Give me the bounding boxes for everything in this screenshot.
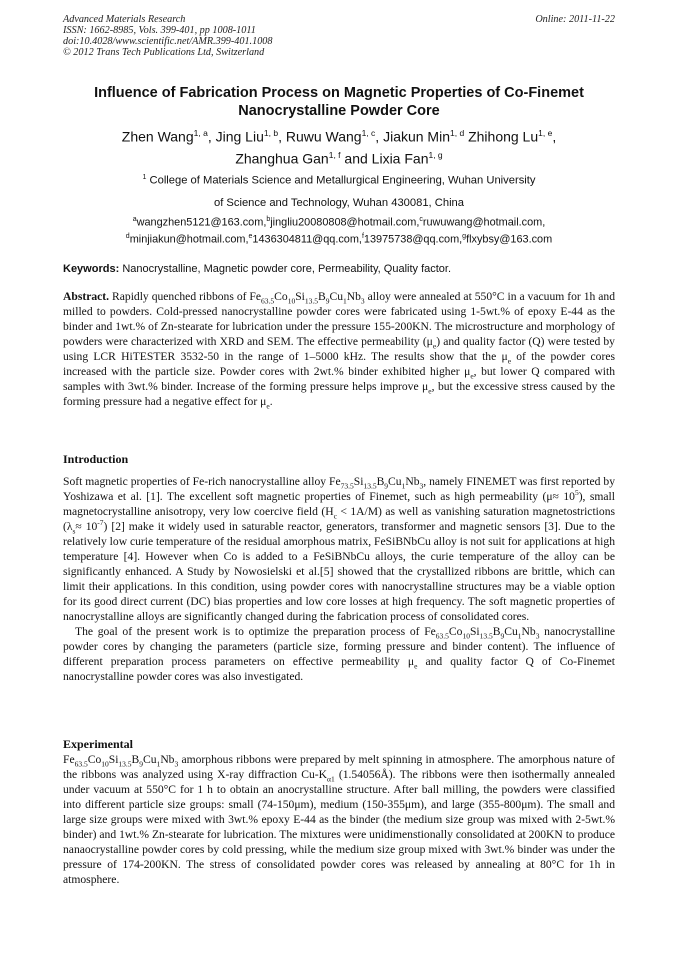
intro-text: Nb xyxy=(405,475,420,488)
subscript: 63.5 xyxy=(435,631,449,641)
subscript: 13.5 xyxy=(118,759,132,769)
author-name: Zhen Wang xyxy=(121,128,194,145)
exp-text: B xyxy=(131,753,140,766)
subscript: c xyxy=(333,511,337,521)
intro-text: ≈ 10 xyxy=(75,520,98,533)
abstract-text: Cu xyxy=(329,290,343,303)
journal-header xyxy=(63,14,615,58)
affiliation-line-1: College of Materials Science and Metallurgical Engineering, Wuhan University xyxy=(149,174,536,187)
email-sup: g xyxy=(462,232,467,240)
email-address[interactable]: wangzhen5121@163.com, xyxy=(136,216,267,229)
subscript: 13.5 xyxy=(479,631,493,641)
abstract-text: , but lower Q compared with samples with 3wt.% binder. Increase of the forming pressure helps improve μ xyxy=(63,365,615,393)
email-list xyxy=(40,213,638,246)
paper-title xyxy=(40,84,638,120)
subscript: 1 xyxy=(401,481,406,491)
author-sup: 1, g xyxy=(428,149,443,160)
abstract-text: Nb xyxy=(346,290,361,303)
affiliation-sup: 1 xyxy=(142,174,147,181)
author-sup: 1, d xyxy=(450,128,465,138)
exp-text: Nb xyxy=(160,753,175,766)
keywords-text: Nanocrystalline, Magnetic powder core, Permeability, Quality factor. xyxy=(122,263,452,275)
author-name: Jing Liu xyxy=(215,128,264,145)
keywords-label: Keywords: xyxy=(63,263,120,275)
abstract-text: . xyxy=(269,395,273,408)
subscript: e xyxy=(470,371,474,381)
intro-text: B xyxy=(376,475,385,488)
intro-text: Co xyxy=(448,625,463,638)
abstract xyxy=(63,289,615,409)
subscript: e xyxy=(428,386,432,396)
email-sup: a xyxy=(132,216,137,223)
abstract-text: B xyxy=(317,290,326,303)
subscript: e xyxy=(266,401,270,411)
intro-text: B xyxy=(492,625,501,638)
subscript: 63.5 xyxy=(261,296,275,306)
superscript: -7 xyxy=(97,518,104,528)
author-sup: 1, c xyxy=(361,128,376,138)
intro-text: nanocrystalline powder cores by changing the parameters (particle size, forming pressure and binder content). The influence of different preparation process parameters on effective permeability μ xyxy=(63,625,615,668)
online-date: Online: 2011-11-22 xyxy=(535,14,615,25)
subscript: e xyxy=(507,356,512,366)
issn-line: ISSN: 1662-8985, Vols. 399-401, pp 1008-1011 xyxy=(63,25,256,36)
affiliation-line-2: of Science and Technology, Wuhan 430081, China xyxy=(213,196,465,209)
author-name: Jiakun Min xyxy=(383,128,450,145)
author-name: Zhanghua Gan xyxy=(235,150,329,167)
abstract-text: , but the excessive stress caused by the forming pressure had a negative effect for μ xyxy=(63,380,615,408)
subscript: 10 xyxy=(462,631,470,641)
email-sup: e xyxy=(248,232,253,240)
abstract-text: alloy were annealed at 550°C in a vacuum for 1h and milled to powders. Cold-pressed nanocrystalline powder cores were fabricated using 1-5wt.% of epoxy E-44 as the binder and 1wt.% of Zn-stearate for lubrication under the pressure 155-200KN. The microstructure and morphology of powders were characterized with XRD and SEM. The effective permeability (μ xyxy=(63,290,615,348)
subscript: 10 xyxy=(101,759,109,769)
author-sup: 1, b xyxy=(263,128,279,138)
subscript: 1 xyxy=(343,296,347,306)
exp-text: Si xyxy=(108,753,119,766)
email-address[interactable]: minjiakun@hotmail.com, xyxy=(129,233,249,246)
subscript: 9 xyxy=(139,759,144,769)
copyright-line: © 2012 Trans Tech Publications Ltd, Switzerland xyxy=(63,47,265,58)
email-address[interactable]: ruwuwang@hotmail.com, xyxy=(422,216,546,229)
experimental-heading: Experimental xyxy=(63,737,133,751)
abstract-text: Rapidly quenched ribbons of Fe xyxy=(112,290,262,303)
journal-name: Advanced Materials Research xyxy=(63,14,186,25)
subscript: e xyxy=(414,661,418,671)
author-list: Zhen Wang$^{1, a}$, Jing Liu$^{1, b}$, Ruwu Wang$^{1, c}$, Jiakun Min$^{1, d}$ Zhihong Lu$^{1, e}$, Zhanghua Gan$^{1, f}$ and Lixia Fan$^{1, g}$ xyxy=(121,128,557,167)
intro-paragraph-2 xyxy=(63,624,615,684)
email-address[interactable]: 13975738@qq.com, xyxy=(363,233,463,246)
email-sup: b xyxy=(266,216,271,223)
email-sup: f xyxy=(361,232,364,240)
title-line-2: Nanocrystalline Powder Core xyxy=(238,103,440,119)
subscript: 63.5 xyxy=(74,759,88,769)
intro-text: Nb xyxy=(521,625,536,638)
intro-text: Si xyxy=(469,625,480,638)
subscript: 3 xyxy=(419,481,424,491)
intro-text: , namely FINEMET was first reported by Yoshizawa et al. [1]. The excellent soft magnetic properties of Finemet, such as high permeability (μ≈ 10 xyxy=(63,475,615,503)
subscript: 9 xyxy=(325,296,330,306)
intro-text: The goal of the present work is to optimize the preparation process of Fe xyxy=(75,625,436,638)
subscript: 9 xyxy=(500,631,505,641)
subscript: s xyxy=(72,526,76,536)
author-sup: 1, a xyxy=(193,128,208,138)
intro-text: Si xyxy=(353,475,364,488)
subscript: 13.5 xyxy=(363,481,377,491)
exp-text: amorphous ribbons were prepared by melt spinning in atmosphere. The amorphous nature of the ribbons was analyzed using X-ray diffraction Cu-K xyxy=(63,753,615,781)
subscript: 3 xyxy=(174,759,179,769)
abstract-text: Si xyxy=(295,290,305,303)
subscript: 1 xyxy=(517,631,522,641)
subscript: 1 xyxy=(156,759,161,769)
experimental-body xyxy=(63,752,615,887)
subscript: 10 xyxy=(287,296,296,306)
author-sup: 1, e xyxy=(538,128,553,138)
introduction-body xyxy=(63,474,615,684)
author-name: Ruwu Wang xyxy=(285,128,362,145)
subscript: 3 xyxy=(360,296,365,306)
author-sup: 1, f xyxy=(328,149,341,160)
subscript: 3 xyxy=(535,631,540,641)
subscript: 73.5 xyxy=(340,481,354,491)
subscript: α1 xyxy=(327,774,335,784)
subscript: 9 xyxy=(384,481,389,491)
introduction-heading: Introduction xyxy=(63,452,129,466)
abstract-text: of the powder cores increased with the particle size. Powder cores with 2wt.% binder exhibited higher μ xyxy=(63,350,615,378)
email-address[interactable]: 1436304811@qq.com, xyxy=(252,233,362,246)
author-name: Lixia Fan xyxy=(371,150,429,167)
intro-text: Cu xyxy=(388,475,402,488)
email-sup: d xyxy=(125,232,130,240)
exp-text: Co xyxy=(87,753,102,766)
intro-text: ) [2] make it widely used in saturable reactor, generators, transformer and magnetic sensors [3]. Due to the relatively low curie temperature of the residual amorphous matrix, FeSiBNbCu alloy is not suit for applications at high temperature [4]. However when Co is added to a FeSiBNbCu alloys, the curie temperature of the alloy can be significantly enhanced. A Study by Nowosielski et al.[5] showed that the crystallized ribbons are brittle, which can limit their applications. In this condition, using powder cores with nanocrystalline structures may be a viable option for its good direct current (DC) bias properties and low core losses at high frequency. The soft magnetic properties of nanocrystalline alloys are significantly changed during the fabrication process of consolidated cores. xyxy=(63,520,615,623)
exp-text: (1.54056Å). The ribbons were then isothermally annealed under vacuum at 550°C for 1 h to obtain an anocrystalline structure. After ball milling, the powders were classified into different particle size groups: small (74-150μm), medium (150-355μm), and large (355-800μm). The small and large size groups were mixed with 3wt.% epoxy E-44 as the binder (the medium size group was mixed with 2-5wt.% binder) and 1wt.% Zn-stearate for lubrication. The mixtures were unidimenstionally consolidated at 200KN to produce nanaocrystalline powder cores by cold pressing, while the medium size group mixed with 3wt.% binder was under the pressure of 174-200KN. The stress of consolidated powder cores was released by annealing at 80°C for 1h in atmosphere. xyxy=(63,768,616,886)
email-address[interactable]: flxybsy@163.com xyxy=(466,233,553,246)
intro-text: Cu xyxy=(504,625,518,638)
intro-text: < 1A/M) as well as vanishing saturation magnetostrictions (λ xyxy=(63,505,615,533)
intro-text: Soft magnetic properties of Fe-rich nanocrystalline alloy Fe xyxy=(63,475,341,488)
title-line-1: Influence of Fabrication Process on Magnetic Properties of Co-Finemet xyxy=(94,85,584,101)
formula-fe: Fe xyxy=(63,753,75,766)
intro-paragraph-1 xyxy=(63,474,615,624)
subscript: 13.5 xyxy=(304,296,318,306)
abstract-text: ) and quality factor (Q) were tested by using LCR HiTESTER 3532-50 in the range of 1–5000 kHz. The results show that the μ xyxy=(63,335,615,363)
email-address[interactable]: jingliu20080808@hotmail.com, xyxy=(270,216,420,229)
intro-text: ), small magnetocrystalline anisotropy, very low coercive field (H xyxy=(63,490,615,518)
abstract-text: Co xyxy=(274,290,288,303)
author-name: Zhihong Lu xyxy=(468,128,539,145)
abstract-label: Abstract. xyxy=(63,290,110,303)
subscript: e xyxy=(432,341,437,351)
superscript: 5 xyxy=(574,488,579,498)
email-sup: c xyxy=(419,216,423,223)
doi-line: doi:10.4028/www.scientific.net/AMR.399-401.1008 xyxy=(63,36,273,47)
exp-text: Cu xyxy=(143,753,157,766)
keywords xyxy=(63,262,615,276)
intro-text: and quality factor Q of Co-Finemet nanocrystalline powder cores was also investigated. xyxy=(63,655,616,683)
affiliation xyxy=(40,167,638,214)
